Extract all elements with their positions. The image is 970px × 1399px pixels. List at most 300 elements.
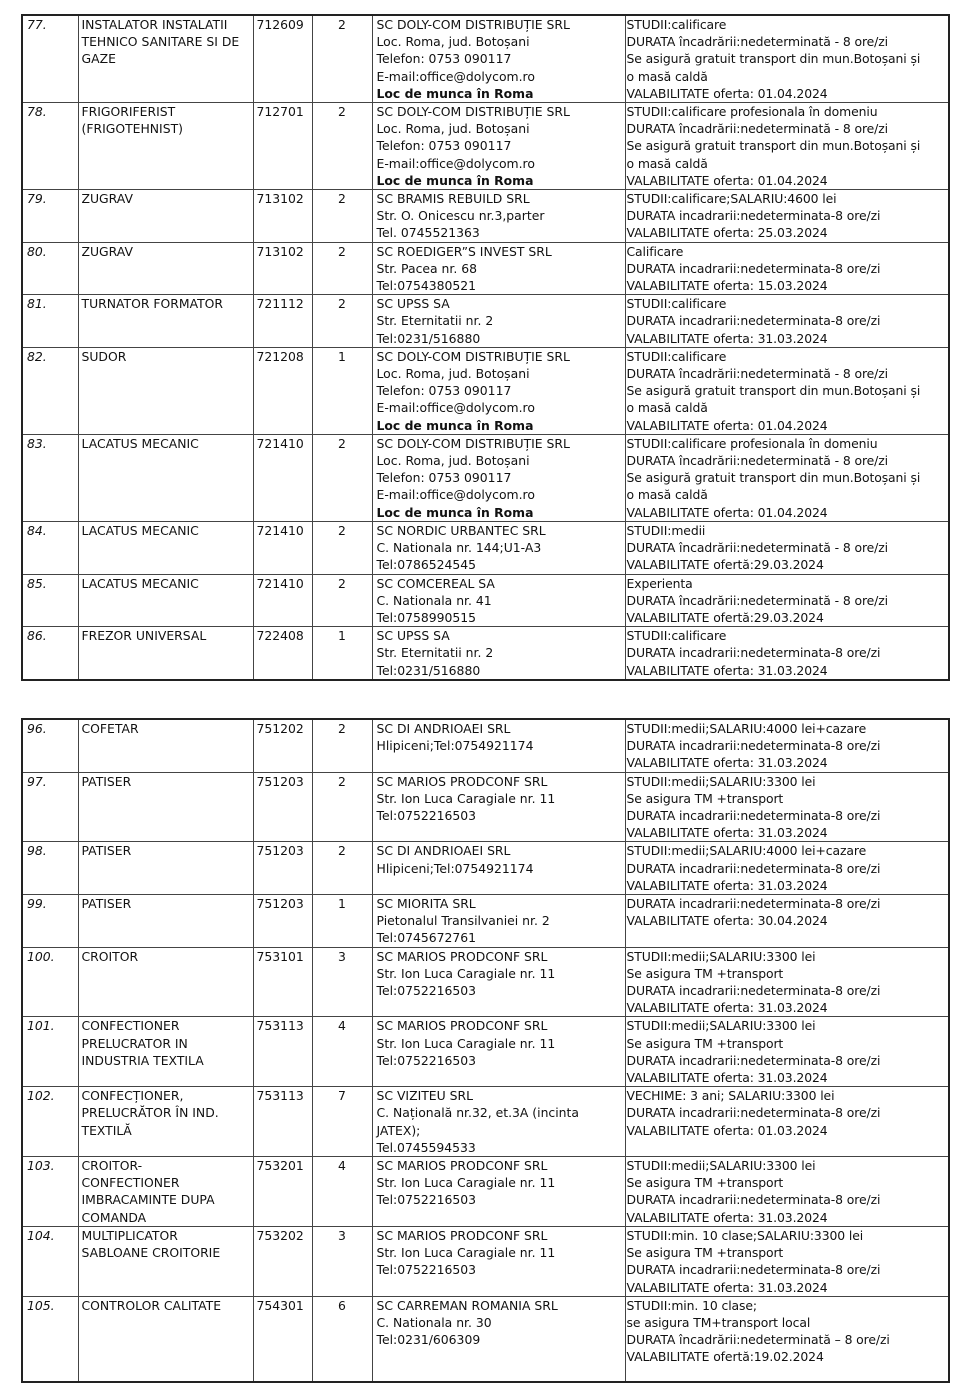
employer-line: Loc. Roma, jud. Botoșani [376,453,530,469]
occupation-line: FRIGORIFERIST [81,104,176,120]
table-row [22,1087,949,1157]
posts-count: 1 [312,895,372,948]
employer-line: SC VIZITEU SRL [376,1088,474,1104]
occupation-cell [78,103,253,190]
table-row [22,1226,949,1296]
occupation-line: PATISER [81,896,132,912]
condition-line: VALABILITATE oferta: 31.03.2024 [626,1000,828,1016]
occupation-cell [78,1157,253,1227]
condition-line: STUDII:calificare;SALARIU:4600 lei [626,191,837,207]
employer-line: E-mail:office@dolycom.ro [376,155,535,171]
conditions-cell [625,1017,949,1087]
posts-count: 2 [312,521,372,574]
condition-line: Se asigura TM +transport [626,790,784,806]
condition-line: Se asigură gratuit transport din mun.Botoșani și [626,383,921,399]
condition-line: DURATA incadrarii:nedeterminata-8 ore/zi [626,983,881,999]
condition-line: VALABILITATE oferta: 01.04.2024 [626,85,828,101]
condition-line: STUDII:medii;SALARIU:3300 lei [626,1158,816,1174]
condition-line: DURATA încadrării:nedeterminată - 8 ore/zi [626,34,889,50]
occupation-line: SUDOR [81,348,127,364]
employer-line: Str. Pacea nr. 68 [376,260,477,276]
table-row [22,103,949,190]
condition-line: VALABILITATE oferta: 01.04.2024 [626,504,828,520]
occupation-line: PATISER [81,773,132,789]
condition-line: VALABILITATE oferta: 31.03.2024 [626,877,828,893]
employer-line: Pietonalul Transilvaniei nr. 2 [376,913,550,929]
condition-line: DURATA incadrarii:nedeterminata-8 ore/zi [626,645,881,661]
row-number: 103. [22,1157,78,1227]
employer-line: Hlipiceni;Tel:0754921174 [376,860,534,876]
condition-line: DURATA incadrarii:nedeterminata-8 ore/zi [626,1105,881,1121]
condition-line: Se asigura TM +transport [626,965,784,981]
condition-line: VALABILITATE oferta: 15.03.2024 [626,278,828,294]
posts-count: 2 [312,15,372,103]
conditions-cell [625,1296,949,1382]
condition-line: Se asigura TM +transport [626,1245,784,1261]
table-row [22,627,949,680]
occupation-line: MULTIPLICATOR [81,1227,178,1243]
condition-line: Se asigura TM +transport [626,1175,784,1191]
occupation-line: INDUSTRIA TEXTILA [81,1052,204,1068]
occupation-line: GAZE [81,51,116,67]
row-number: 99. [22,895,78,948]
condition-line: DURATA incadrarii:nedeterminata-8 ore/zi [626,738,881,754]
condition-line: se asigura TM+transport local [626,1314,811,1330]
employer-line: SC MARIOS PRODCONF SRL [376,1227,548,1243]
conditions-cell [625,895,949,948]
condition-line: STUDII:calificare [626,628,727,644]
occupation-line: CONFECTIONER [81,1018,180,1034]
occupation-line: CROITOR [81,948,139,964]
condition-line: o masă caldă [626,155,708,171]
employer-line: Str. Ion Luca Caragiale nr. 11 [376,790,556,806]
posts-count: 2 [312,574,372,627]
condition-line: VALABILITATE oferta: 30.04.2024 [626,913,828,929]
occupation-line: CONFECTIONER [81,1175,180,1191]
condition-line: VALABILITATE ofertă:29.03.2024 [626,557,824,573]
condition-line: STUDII:calificare [626,296,727,312]
table-row [22,15,949,103]
row-number: 96. [22,719,78,772]
employer-line: Str. Ion Luca Caragiale nr. 11 [376,1245,556,1261]
posts-count: 6 [312,1296,372,1382]
condition-line: VALABILITATE oferta: 01.03.2024 [626,1122,828,1138]
employer-cell [372,1087,625,1157]
condition-line: VALABILITATE oferta: 31.03.2024 [626,755,828,771]
employer-line: Telefon: 0753 090117 [376,51,512,67]
posts-count: 2 [312,295,372,348]
work-location: Loc de munca în Roma [376,504,534,520]
occupation-cell [78,719,253,772]
row-number: 102. [22,1087,78,1157]
condition-line: DURATA incadrarii:nedeterminata-8 ore/zi [626,896,881,912]
employer-line: SC MARIOS PRODCONF SRL [376,773,548,789]
occupation-line: LACATUS MECANIC [81,435,199,451]
occupation-cell [78,947,253,1017]
condition-line: STUDII:medii [626,522,706,538]
occupation-cell [78,434,253,521]
employer-cell [372,627,625,680]
employer-line: SC NORDIC URBANTEC SRL [376,522,546,538]
table-row [22,1157,949,1227]
cor-code: 753202 [253,1226,312,1296]
posts-count: 2 [312,842,372,895]
employer-line: Tel:0752216503 [376,1052,477,1068]
cor-code: 753101 [253,947,312,1017]
condition-line: VALABILITATE ofertă:29.03.2024 [626,609,824,625]
cor-code: 712609 [253,15,312,103]
condition-line: o masă caldă [626,400,708,416]
posts-count: 4 [312,1017,372,1087]
condition-line: STUDII:medii;SALARIU:3300 lei [626,1018,816,1034]
employer-cell [372,434,625,521]
row-number: 83. [22,434,78,521]
row-number: 77. [22,15,78,103]
employer-line: Hlipiceni;Tel:0754921174 [376,738,534,754]
posts-count: 2 [312,772,372,842]
conditions-cell [625,521,949,574]
employer-cell [372,521,625,574]
condition-line: DURATA încadrării:nedeterminată - 8 ore/zi [626,121,889,137]
employer-cell [372,347,625,434]
condition-line: DURATA încadrării:nedeterminată - 8 ore/zi [626,592,889,608]
condition-line: VALABILITATE oferta: 01.04.2024 [626,417,828,433]
condition-line: STUDII:medii;SALARIU:3300 lei [626,773,816,789]
cor-code: 713102 [253,190,312,243]
occupation-line: PRELUCRATOR IN [81,1035,188,1051]
posts-count: 2 [312,103,372,190]
occupation-line: LACATUS MECANIC [81,575,199,591]
occupation-line: ZUGRAV [81,191,133,207]
conditions-cell [625,772,949,842]
posts-count: 7 [312,1087,372,1157]
occupation-cell [78,574,253,627]
condition-line: DURATA încadrării:nedeterminată - 8 ore/zi [626,366,889,382]
row-number: 81. [22,295,78,348]
occupation-line: CROITOR- [81,1158,143,1174]
employer-line: SC DI ANDRIOAEI SRL [376,843,511,859]
employer-line: Tel:0758990515 [376,609,477,625]
employer-line: SC UPSS SA [376,628,450,644]
employer-line: Str. Ion Luca Caragiale nr. 11 [376,1035,556,1051]
cor-code: 721410 [253,574,312,627]
employer-line: C. Nationala nr. 41 [376,592,492,608]
condition-line: VALABILITATE oferta: 31.03.2024 [626,1279,828,1295]
employer-cell [372,1226,625,1296]
occupation-line: TEXTILĂ [81,1122,132,1138]
cor-code: 721410 [253,521,312,574]
employer-line: Tel.0745594533 [376,1139,476,1155]
row-number: 97. [22,772,78,842]
employer-line: Tel:0752216503 [376,983,477,999]
posts-count: 2 [312,434,372,521]
cor-code: 753113 [253,1087,312,1157]
condition-line: Se asigură gratuit transport din mun.Botoșani și [626,138,921,154]
condition-line: VALABILITATE oferta: 31.03.2024 [626,825,828,841]
employer-line: Tel:0786524545 [376,557,477,573]
table-row [22,895,949,948]
employer-line: Loc. Roma, jud. Botoșani [376,366,530,382]
condition-line: VALABILITATE oferta: 01.04.2024 [626,172,828,188]
occupation-line: CONFECȚIONER, [81,1088,184,1104]
row-number: 101. [22,1017,78,1087]
condition-line: DURATA incadrarii:nedeterminata-8 ore/zi [626,860,881,876]
condition-line: STUDII:min. 10 clase;SALARIU:3300 lei [626,1227,864,1243]
cor-code: 721410 [253,434,312,521]
posts-count: 2 [312,190,372,243]
row-number: 85. [22,574,78,627]
employer-cell [372,1157,625,1227]
cor-code: 751202 [253,719,312,772]
employer-line: C. Nationala nr. 144;U1-A3 [376,540,542,556]
condition-line: Se asigura TM +transport [626,1035,784,1051]
conditions-cell [625,15,949,103]
table-row [22,574,949,627]
employer-line: E-mail:office@dolycom.ro [376,68,535,84]
condition-line: VALABILITATE oferta: 25.03.2024 [626,225,828,241]
condition-line: DURATA incadrarii:nedeterminata-8 ore/zi [626,1192,881,1208]
conditions-cell [625,842,949,895]
condition-line: Se asigură gratuit transport din mun.Botoșani și [626,51,921,67]
row-number: 78. [22,103,78,190]
employer-line: Tel:0752216503 [376,1192,477,1208]
employer-line: SC DI ANDRIOAEI SRL [376,721,511,736]
occupation-line: IMBRACAMINTE DUPA [81,1192,215,1208]
employer-line: SC MARIOS PRODCONF SRL [376,948,548,964]
occupation-line: COMANDA [81,1209,147,1225]
employer-line: SC MARIOS PRODCONF SRL [376,1158,548,1174]
row-number: 86. [22,627,78,680]
posts-count: 2 [312,719,372,772]
occupation-line: SABLOANE CROITORIE [81,1245,221,1261]
employer-line: SC COMCEREAL SA [376,575,495,591]
conditions-cell [625,1226,949,1296]
condition-line: VECHIME: 3 ani; SALARIU:3300 lei [626,1088,835,1104]
row-number: 82. [22,347,78,434]
table-row [22,190,949,243]
employer-cell [372,295,625,348]
table-row [22,1296,949,1382]
employer-line: Telefon: 0753 090117 [376,138,512,154]
employer-line: C. Nationala nr. 30 [376,1314,492,1330]
employer-line: SC MIORITA SRL [376,896,476,912]
posts-count: 4 [312,1157,372,1227]
occupation-cell [78,347,253,434]
occupation-line: TEHNICO SANITARE SI DE [81,34,240,50]
occupation-cell [78,521,253,574]
employer-cell [372,842,625,895]
occupation-line: ZUGRAV [81,243,133,259]
row-number: 98. [22,842,78,895]
employer-cell [372,15,625,103]
condition-line: STUDII:calificare profesionala în domeniu [626,104,878,120]
cor-code: 722408 [253,627,312,680]
employer-line: SC DOLY-COM DISTRIBUȚIE SRL [376,348,570,364]
condition-line: STUDII:calificare [626,17,727,32]
cor-code: 753113 [253,1017,312,1087]
occupation-line: PATISER [81,843,132,859]
cor-code: 712701 [253,103,312,190]
occupation-cell [78,190,253,243]
cor-code: 751203 [253,772,312,842]
conditions-cell [625,434,949,521]
employer-line: E-mail:office@dolycom.ro [376,400,535,416]
employer-line: SC CARREMAN ROMANIA SRL [376,1297,558,1313]
employer-line: SC BRAMIS REBUILD SRL [376,191,530,207]
row-number: 105. [22,1296,78,1382]
condition-line: DURATA incadrarii:nedeterminata-8 ore/zi [626,1262,881,1278]
table-row [22,521,949,574]
occupation-line: COFETAR [81,721,139,736]
employer-line: Str. Eternitatii nr. 2 [376,645,494,661]
condition-line: STUDII:calificare profesionala în domeniu [626,435,878,451]
occupation-cell [78,842,253,895]
employer-line: Telefon: 0753 090117 [376,470,512,486]
employer-cell [372,190,625,243]
job-offers-table-1 [21,14,950,681]
table-row [22,434,949,521]
occupation-cell [78,1226,253,1296]
table-row [22,772,949,842]
employer-cell [372,1017,625,1087]
conditions-cell [625,719,949,772]
conditions-cell [625,1087,949,1157]
conditions-cell [625,1157,949,1227]
occupation-cell [78,15,253,103]
cor-code: 753201 [253,1157,312,1227]
row-number: 100. [22,947,78,1017]
condition-line: VALABILITATE oferta: 31.03.2024 [626,1209,828,1225]
cor-code: 713102 [253,242,312,295]
posts-count: 2 [312,242,372,295]
occupation-cell [78,1017,253,1087]
occupation-cell [78,242,253,295]
employer-line: Tel:0752216503 [376,808,477,824]
cor-code: 754301 [253,1296,312,1382]
work-location: Loc de munca în Roma [376,417,534,433]
occupation-cell [78,627,253,680]
cor-code: 721112 [253,295,312,348]
condition-line: Experienta [626,575,693,591]
condition-line: STUDII:medii;SALARIU:4000 lei+cazare [626,843,867,859]
employer-line: SC DOLY-COM DISTRIBUȚIE SRL [376,435,570,451]
employer-line: JATEX); [376,1122,421,1138]
posts-count: 1 [312,627,372,680]
conditions-cell [625,574,949,627]
row-number: 79. [22,190,78,243]
condition-line: VALABILITATE ofertă:19.02.2024 [626,1349,824,1365]
table-row [22,347,949,434]
employer-line: SC DOLY-COM DISTRIBUȚIE SRL [376,17,570,32]
table-row [22,947,949,1017]
occupation-line: PRELUCRĂTOR ÎN IND. [81,1105,219,1121]
table-row [22,842,949,895]
conditions-cell [625,347,949,434]
row-number: 80. [22,242,78,295]
condition-line: DURATA incadrarii:nedeterminata-8 ore/zi [626,313,881,329]
employer-line: Loc. Roma, jud. Botoșani [376,34,530,50]
condition-line: DURATA incadrarii:nedeterminata-8 ore/zi [626,1052,881,1068]
conditions-cell [625,627,949,680]
employer-line: Tel:0231/516880 [376,330,481,346]
row-number: 104. [22,1226,78,1296]
employer-line: Str. Ion Luca Caragiale nr. 11 [376,1175,556,1191]
employer-cell [372,574,625,627]
row-number: 84. [22,521,78,574]
occupation-cell [78,295,253,348]
condition-line: o masă caldă [626,68,708,84]
posts-count: 3 [312,947,372,1017]
employer-line: SC DOLY-COM DISTRIBUȚIE SRL [376,104,570,120]
employer-cell [372,947,625,1017]
conditions-cell [625,295,949,348]
condition-line: Se asigură gratuit transport din mun.Botoșani și [626,470,921,486]
employer-cell [372,103,625,190]
work-location: Loc de munca în Roma [376,172,534,188]
table-row [22,295,949,348]
employer-line: Str. Ion Luca Caragiale nr. 11 [376,965,556,981]
table-row [22,242,949,295]
work-location: Loc de munca în Roma [376,85,534,101]
cor-code: 751203 [253,895,312,948]
employer-line: Str. O. Onicescu nr.3,parter [376,208,545,224]
job-offers-table-2 [21,718,950,1383]
employer-line: Tel:0754380521 [376,278,477,294]
employer-line: Tel:0231/606309 [376,1332,481,1348]
condition-line: VALABILITATE oferta: 31.03.2024 [626,1070,828,1086]
employer-line: Loc. Roma, jud. Botoșani [376,121,530,137]
employer-line: E-mail:office@dolycom.ro [376,487,535,503]
employer-line: SC MARIOS PRODCONF SRL [376,1018,548,1034]
posts-count: 1 [312,347,372,434]
condition-line: DURATA încadrării:nedeterminată - 8 ore/zi [626,540,889,556]
posts-count: 3 [312,1226,372,1296]
table-row [22,719,949,772]
employer-line: Str. Eternitatii nr. 2 [376,313,494,329]
employer-line: C. Națională nr.32, et.3A (incinta [376,1105,579,1121]
conditions-cell [625,947,949,1017]
employer-line: SC ROEDIGER”S INVEST SRL [376,243,552,259]
occupation-cell [78,895,253,948]
occupation-line: TURNATOR FORMATOR [81,296,224,312]
conditions-cell [625,190,949,243]
occupation-cell [78,1296,253,1382]
employer-line: Tel:0231/516880 [376,662,481,678]
condition-line: Calificare [626,243,684,259]
employer-line: Telefon: 0753 090117 [376,383,512,399]
condition-line: VALABILITATE oferta: 31.03.2024 [626,330,828,346]
table-row [22,1017,949,1087]
employer-cell [372,719,625,772]
occupation-line: CONTROLOR CALITATE [81,1297,222,1313]
condition-line: STUDII:medii;SALARIU:4000 lei+cazare [626,721,867,736]
condition-line: STUDII:medii;SALARIU:3300 lei [626,948,816,964]
employer-line: Tel:0745672761 [376,930,477,946]
condition-line: DURATA incadrarii:nedeterminata-8 ore/zi [626,208,881,224]
employer-line: Tel:0752216503 [376,1262,477,1278]
employer-cell [372,772,625,842]
employer-cell [372,242,625,295]
occupation-line: FREZOR UNIVERSAL [81,628,207,644]
occupation-cell [78,772,253,842]
condition-line: o masă caldă [626,487,708,503]
condition-line: DURATA incadrarii:nedeterminata-8 ore/zi [626,260,881,276]
condition-line: STUDII:calificare [626,348,727,364]
occupation-line: INSTALATOR INSTALATII [81,17,228,32]
cor-code: 721208 [253,347,312,434]
condition-line: DURATA încadrării:nedeterminată – 8 ore/zi [626,1332,890,1348]
conditions-cell [625,103,949,190]
